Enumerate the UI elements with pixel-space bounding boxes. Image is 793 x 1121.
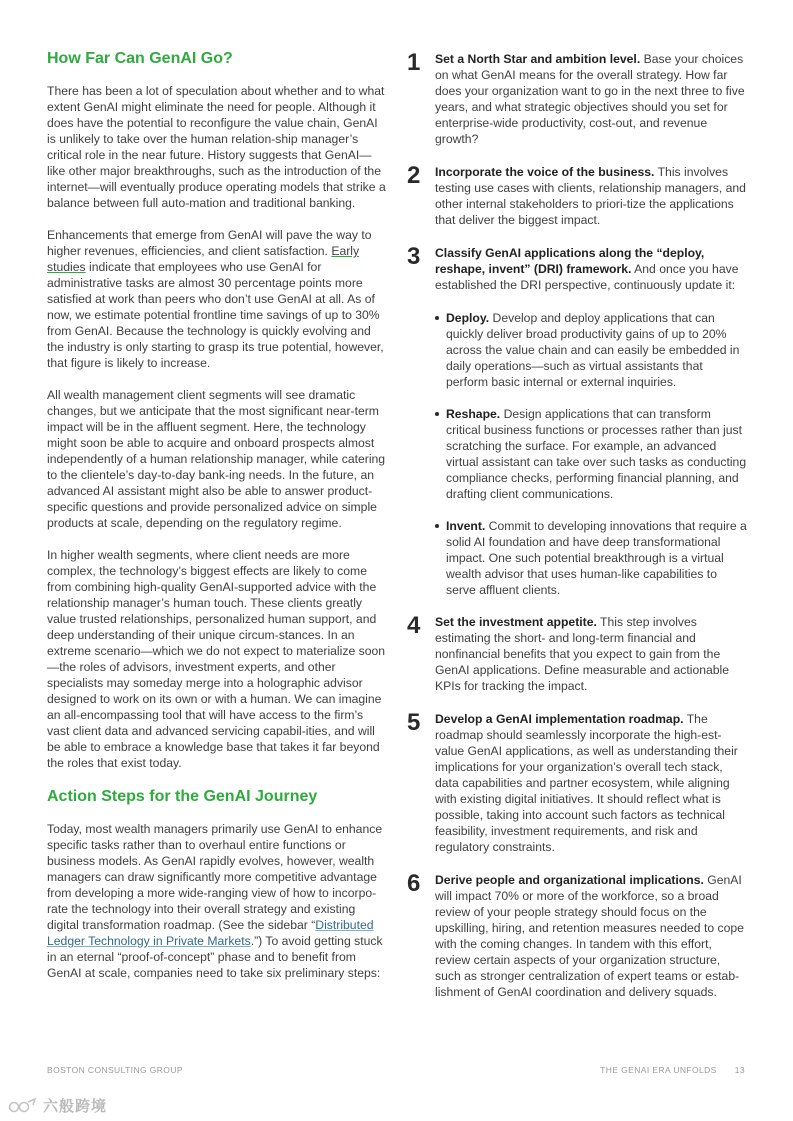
- step-number: 6: [407, 870, 421, 897]
- watermark-text: 六般跨境: [43, 1097, 108, 1115]
- step-title: Set the investment appetite.: [435, 615, 597, 629]
- step-title: Incorporate the voice of the business.: [435, 165, 655, 179]
- step-number: 3: [407, 243, 421, 270]
- step-number: 2: [407, 162, 421, 189]
- dri-item-title: Deploy.: [446, 311, 490, 325]
- step-number: 4: [407, 612, 421, 639]
- step-text: [435, 245, 747, 293]
- right-column: [407, 51, 747, 1017]
- step-number: 1: [407, 49, 421, 76]
- step-2: [407, 164, 747, 228]
- footer-right: [600, 1065, 745, 1075]
- step-text: [435, 51, 747, 147]
- step-text: [435, 614, 747, 694]
- step-text: [435, 164, 747, 228]
- step-body: And once you have established the DRI perspective, continuously update it:: [435, 262, 739, 292]
- section-title-action-steps: Action Steps for the GenAI Journey: [47, 788, 318, 805]
- left-column: [47, 49, 387, 981]
- step-title: Derive people and organizational implications.: [435, 873, 704, 887]
- dri-item-invent: [435, 518, 747, 598]
- dri-item-text: Design applications that can transform critical business functions or processes rather than just scratching the surface. For example, an advanced virtual assistant can take over such tasks as conducting compliance checks, performing financial planning, and drafting client communications.: [446, 407, 747, 501]
- footer-report-title: THE GENAI ERA UNFOLDS: [600, 1065, 717, 1075]
- step-title: Classify GenAI applications along the “deploy, reshape, invent” (DRI) framework.: [435, 246, 705, 276]
- paragraph-2-post: indicate that employees who use GenAI for administrative tasks are almost 30 percentage points more satisfied at work than peers who don’t use GenAI at all. As of now, we estimate potential frontline time savings of up to 30% from GenAI. Because the technology is quickly evolving and the industry is only starting to grasp its true potential, however, that figure is likely to increase.: [47, 260, 384, 370]
- step-5: [407, 711, 747, 855]
- step-text: [435, 872, 747, 1000]
- paragraph-3: All wealth management client segments will see dramatic changes, but we anticipate that the most significant near-term impact will be in the affluent segment. Here, the technology might soon be able to acquire and onboard prospects almost independently of a human relationship manager, while catering to the clientele’s day-to-day bank-ing needs. In the future, an advanced AI assistant might also be able to answer product-specific questions and provide personalized advice on simple products at scale, depending on the regulatory regime.: [47, 388, 386, 530]
- step-1: [407, 51, 747, 147]
- paragraph-2: [47, 227, 387, 371]
- step-4: [407, 614, 747, 694]
- step-body: This step involves estimating the short- and long-term financial and nonfinancial benefits that you expect to gain from the GenAI applications. Define measurable and actionable KPIs for tracking the impact.: [435, 615, 730, 693]
- step-3: [407, 245, 747, 293]
- footer-publisher: BOSTON CONSULTING GROUP: [47, 1065, 183, 1075]
- step-body: Base your choices on what GenAI means for the overall strategy. How far does your organization want to go in the next three to five years, and what strategic objectives should you set for enterprise-wide productivity, cost-out, and revenue growth?: [435, 52, 745, 146]
- dri-item-deploy: [435, 310, 747, 390]
- step-title: Develop a GenAI implementation roadmap.: [435, 712, 684, 726]
- watermark: [8, 1094, 107, 1116]
- section-title-how-far: How Far Can GenAI Go?: [47, 50, 233, 67]
- step-body: The roadmap should seamlessly incorporate the high-est-value GenAI applications, as well as understanding their implications for your organization’s overall tech stack, data capabilities and partner ecosystem, while aligning with existing digital initiatives. It should reflect what is possible, taking into account such factors as technical feasibility, investment requirements, and risk and regulatory constraints.: [435, 712, 738, 854]
- dri-item-title: Reshape.: [446, 407, 501, 421]
- paragraph-2-pre: Enhancements that emerge from GenAI will pave the way to higher revenues, efficiencies, and client satisfaction.: [47, 228, 372, 258]
- dri-item-reshape: [435, 406, 747, 502]
- step-number: 5: [407, 709, 421, 736]
- watermark-logo-icon: [8, 1096, 38, 1114]
- dri-item-text: Commit to developing innovations that require a solid AI foundation and have deep transformational impact. One such potential breakthrough is a virtual wealth advisor that uses human-like capabilities to serve affluent clients.: [446, 519, 747, 597]
- dri-item-title: Invent.: [446, 519, 486, 533]
- step-body: This involves testing use cases with clients, relationship managers, and other internal stakeholders to priori-tize the applications that deliver the biggest impact.: [435, 165, 746, 227]
- paragraph-5-pre: Today, most wealth managers primarily use GenAI to enhance specific tasks rather than to overhaul entire functions or business models. As GenAI rapidly evolves, however, wealth managers can draw significantly more competitive advantage from developing a more wide-ranging view of how to incorpo-rate the technology into their overall strategy and existing digital transformation roadmap. (See the sidebar “: [47, 822, 383, 932]
- step-text: [435, 711, 747, 855]
- paragraph-5: [47, 821, 387, 981]
- step-6: [407, 872, 747, 1000]
- paragraph-1: There has been a lot of speculation about whether and to what extent GenAI might eliminate the need for people. Although it does have the potential to reconfigure the value chain, GenAI is unlikely to take over the human relation-ship manager’s critical role in the near future. History suggests that GenAI—like other major breakthroughs, such as the introduction of the internet—will eventually produce operating models that strike a balance between full auto-mation and traditional banking.: [47, 84, 386, 210]
- dri-list: [407, 310, 747, 598]
- step-body: GenAI will impact 70% or more of the workforce, so a broad review of your people strategy should focus on the upskilling, hiring, and retention measures needed to cope with the coming changes. In tandem with this effort, review certain aspects of your organization structure, such as stronger centralization of expert teams or estab-lishment of GenAI coordination and delivery squads.: [435, 873, 744, 999]
- paragraph-5-post: .”) To avoid getting stuck in an eternal “proof-of-concept” phase and to benefit from GenAI at scale, companies need to take six preliminary steps:: [47, 934, 383, 980]
- dri-item-text: Develop and deploy applications that can quickly deliver broad productivity gains of up to 20% across the value chain and can easily be embedded in daily operations—such as virtual assistants that perform basic internal or external inquiries.: [446, 311, 740, 389]
- step-title: Set a North Star and ambition level.: [435, 52, 641, 66]
- distributed-ledger-link[interactable]: Distributed Ledger Technology in Private Markets: [47, 918, 374, 948]
- paragraph-4: In higher wealth segments, where client needs are more complex, the technology’s biggest effects are likely to come from combining high-quality GenAI-supported advice with the relationship manager’s human touch. These clients greatly value trusted relationships, personalized human support, and deep understanding of their unique circum-stances. In an extreme scenario—which we do not expect to materialize soon—the roles of advisors, investment experts, and other specialists may someday merge into a holographic advisor designed to work on its own or with a human. We can imagine an all-encompassing tool that will have access to the firm’s vast client data and advanced servicing capabil-ities, and will be able to embrace a knowledge base that takes it far beyond the roles that exist today.: [47, 548, 386, 770]
- early-studies-link[interactable]: Early studies: [47, 244, 360, 274]
- page-number: 13: [734, 1065, 745, 1075]
